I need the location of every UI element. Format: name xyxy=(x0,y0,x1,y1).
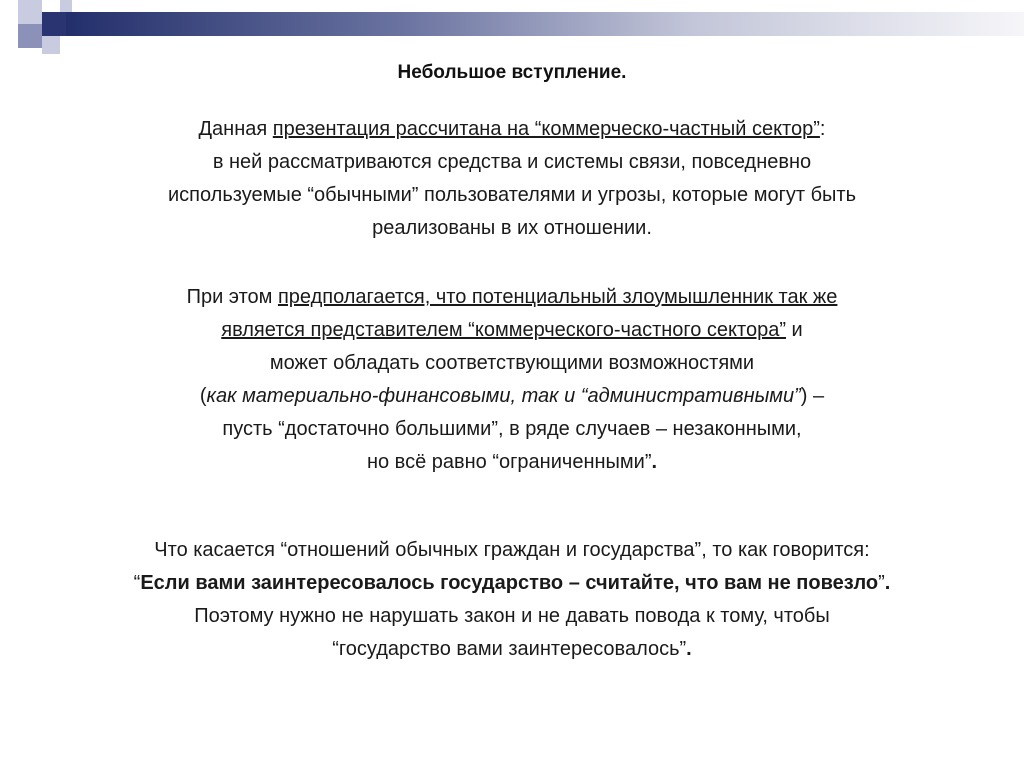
header-square-decoration xyxy=(18,24,42,48)
slide-title: Небольшое вступление. xyxy=(397,62,627,83)
header-square-decoration xyxy=(18,0,42,24)
underlined-text: презентация рассчитана на “коммерческо-частный сектор” xyxy=(272,118,820,140)
text-line xyxy=(20,380,1004,413)
text-line xyxy=(20,567,1004,600)
text-run: При этом xyxy=(186,286,278,308)
underlined-text: предполагается, что потенциальный злоумышленник так же xyxy=(277,286,838,308)
text-line: Поэтому нужно не нарушать закон и не давать повода к тому, чтобы xyxy=(194,605,830,627)
text-run: “государство вами заинтересовалось” xyxy=(332,638,687,660)
paragraph-state xyxy=(20,534,1004,666)
text-run: но всё равно “ограниченными” xyxy=(366,451,652,473)
header-square-decoration xyxy=(42,12,66,36)
text-line xyxy=(20,446,1004,479)
text-line: используемые “обычными” пользователями и угрозы, которые могут быть xyxy=(167,184,857,206)
header-square-decoration xyxy=(42,36,60,54)
text-run: Данная xyxy=(198,118,273,140)
text-run: “ xyxy=(133,572,141,594)
text-run: ” xyxy=(878,572,885,594)
paragraph-attacker xyxy=(20,281,1004,479)
bold-text: Если вами заинтересовалось государство – считайте, что вам не повезло xyxy=(140,572,879,594)
text-line xyxy=(20,113,1004,146)
bold-text: . xyxy=(686,638,692,660)
text-line: Что касается “отношений обычных граждан и государства”, то как говорится: xyxy=(154,539,870,561)
text-line: пусть “достаточно большими”, в ряде случаев – незаконными, xyxy=(222,418,802,440)
text-line xyxy=(20,281,1004,314)
text-run: ( xyxy=(199,385,207,407)
text-line: реализованы в их отношении. xyxy=(372,217,652,239)
text-run: и xyxy=(786,319,803,341)
text-line xyxy=(20,314,1004,347)
underlined-text: является представителем “коммерческого-частного сектора” xyxy=(221,319,786,341)
text-line: может обладать соответствующими возможностями xyxy=(269,352,755,374)
text-line xyxy=(20,633,1004,666)
paragraph-intro xyxy=(20,113,1004,245)
italic-text: как материально-финансовыми, так и “административными” xyxy=(206,385,801,407)
header-gradient-bar xyxy=(66,12,1024,36)
bold-text: . xyxy=(651,451,658,473)
text-run: ) – xyxy=(800,385,825,407)
text-line: в ней рассматриваются средства и системы связи, повседневно xyxy=(212,151,812,173)
bold-text: . xyxy=(884,572,891,594)
header-square-decoration xyxy=(60,0,72,12)
text-run: : xyxy=(819,118,826,140)
